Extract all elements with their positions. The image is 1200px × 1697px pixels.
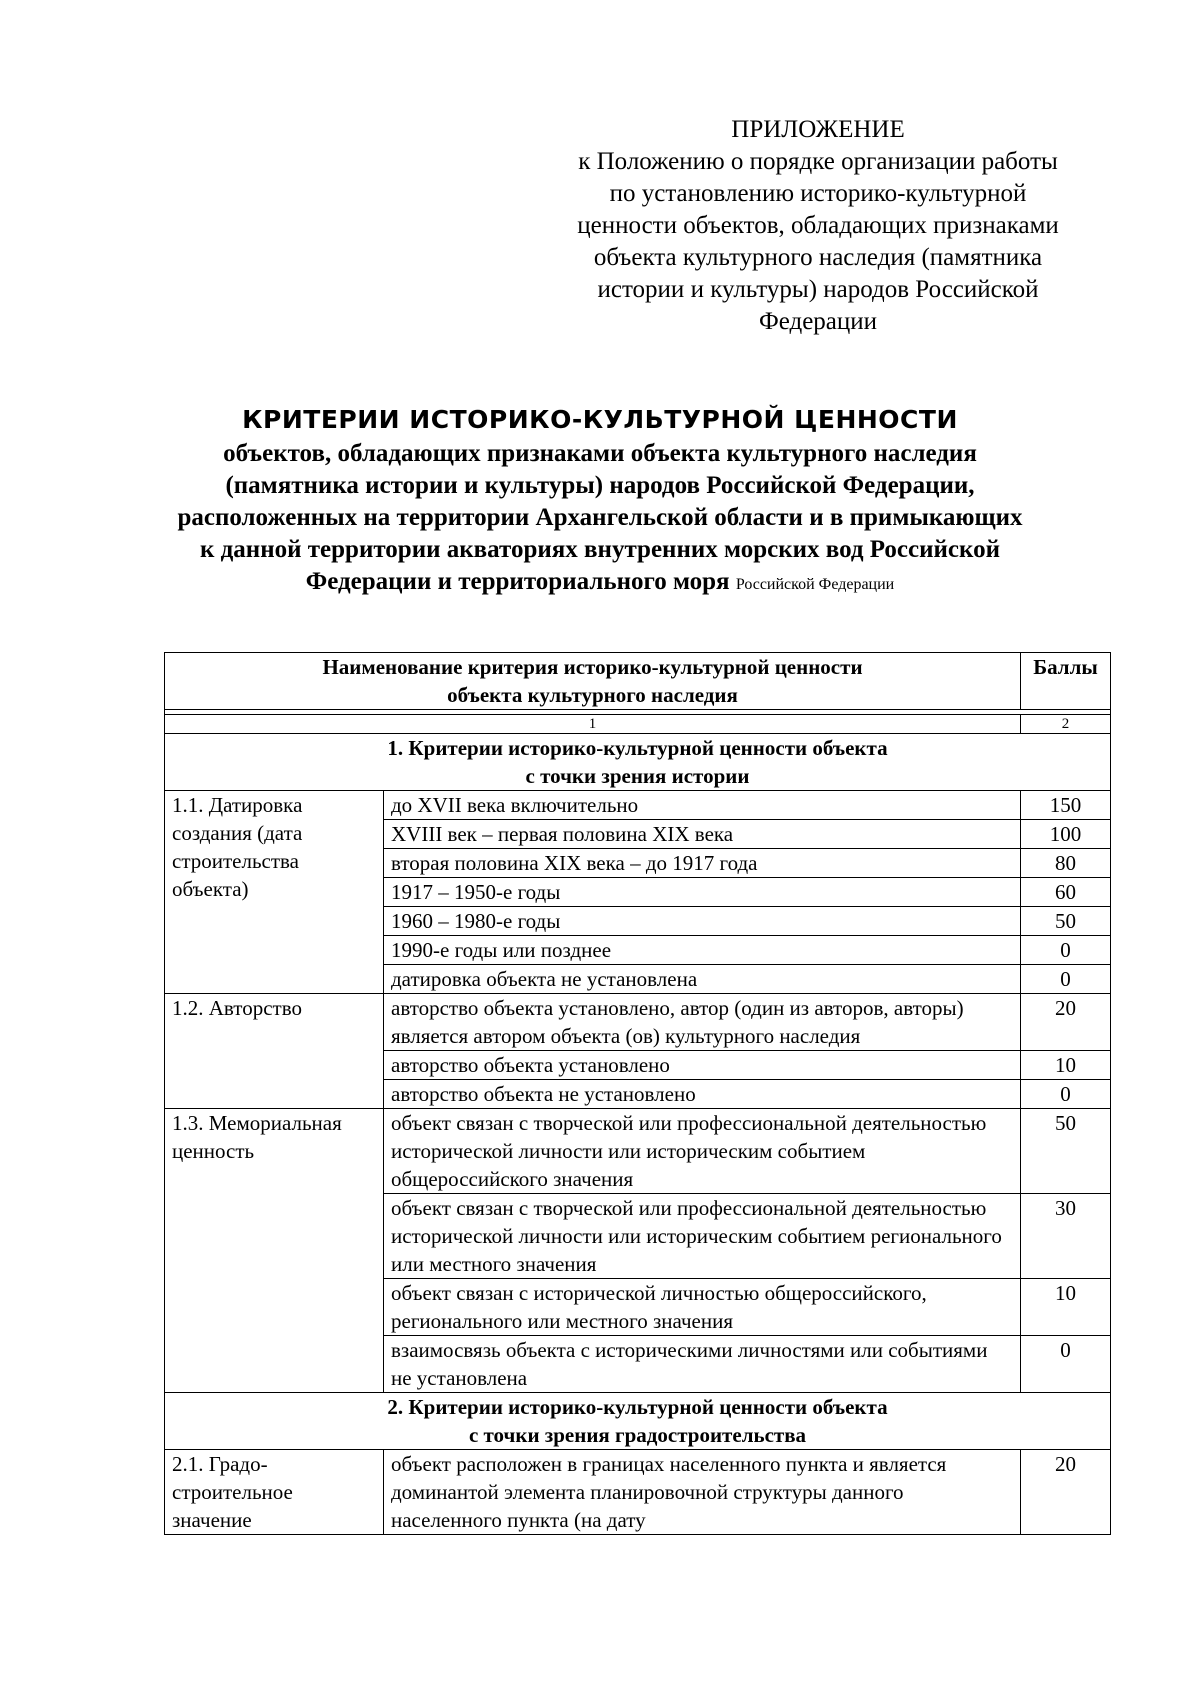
criterion-score: 0 bbox=[1021, 1336, 1111, 1393]
header-name-line: объекта культурного наследия bbox=[447, 683, 738, 707]
section-title-line: 1. Критерии историко-культурной ценности объекта bbox=[387, 736, 888, 760]
index-row bbox=[165, 715, 1111, 734]
criterion-text: объект расположен в границах населенного пункта и является доминантой элемента планировочной структуры данного населенного пункта (на дату bbox=[384, 1450, 1021, 1535]
criterion-score: 0 bbox=[1021, 936, 1111, 965]
section-title-line: 2. Критерии историко-культурной ценности объекта bbox=[387, 1395, 888, 1419]
criterion-score: 50 bbox=[1021, 1109, 1111, 1194]
criterion-text: авторство объекта установлено, автор (один из авторов, авторы) является автором объекта (ов) культурного наследия bbox=[384, 994, 1021, 1051]
criterion-score: 10 bbox=[1021, 1279, 1111, 1336]
table-row bbox=[165, 791, 1111, 820]
criterion-score: 100 bbox=[1021, 820, 1111, 849]
section-title-line: с точки зрения истории bbox=[525, 764, 750, 788]
title-line: к данной территории акваториях внутренних морских вод Российской bbox=[200, 536, 1000, 563]
appendix-line: ценности объектов, обладающих признаками bbox=[577, 212, 1059, 239]
title-line-last bbox=[150, 566, 1050, 601]
index-cell-2: 2 bbox=[1021, 715, 1111, 734]
criterion-text: авторство объекта не установлено bbox=[384, 1080, 1021, 1109]
title-line: (памятника истории и культуры) народов Российской Федерации, bbox=[225, 472, 975, 499]
criteria-table bbox=[164, 652, 1111, 1535]
section-row bbox=[165, 1393, 1111, 1450]
index-cell-1: 1 bbox=[165, 715, 1021, 734]
criterion-text: датировка объекта не установлена bbox=[384, 965, 1021, 994]
criterion-label: 1.3. Мемориальная ценность bbox=[165, 1109, 384, 1393]
criterion-text: 1990-е годы или позднее bbox=[384, 936, 1021, 965]
header-name-line: Наименование критерия историко-культурной ценности bbox=[322, 655, 863, 679]
criterion-text: объект связан с исторической личностью общероссийского, регионального или местного значения bbox=[384, 1279, 1021, 1336]
appendix-line: Федерации bbox=[758, 308, 878, 335]
appendix-line: истории и культуры) народов Российской bbox=[597, 276, 1039, 303]
criterion-score: 0 bbox=[1021, 965, 1111, 994]
header-score: Баллы bbox=[1021, 653, 1111, 710]
appendix-line: к Положению о порядке организации работы bbox=[578, 148, 1058, 175]
criterion-text: 1960 – 1980-е годы bbox=[384, 907, 1021, 936]
criterion-score: 0 bbox=[1021, 1080, 1111, 1109]
appendix-block bbox=[538, 114, 1098, 338]
criterion-text: авторство объекта установлено bbox=[384, 1051, 1021, 1080]
criterion-text: XVIII век – первая половина XIX века bbox=[384, 820, 1021, 849]
criterion-text: 1917 – 1950-е годы bbox=[384, 878, 1021, 907]
criterion-text: до XVII века включительно bbox=[384, 791, 1021, 820]
section-2-title bbox=[165, 1393, 1111, 1450]
appendix-line: по установлению историко-культурной bbox=[609, 180, 1027, 207]
criterion-score: 50 bbox=[1021, 907, 1111, 936]
criterion-label: 2.1. Градо-строительное значение bbox=[165, 1450, 384, 1535]
header-criterion-name bbox=[165, 653, 1021, 710]
criterion-score: 20 bbox=[1021, 1450, 1111, 1535]
title-line: расположенных на территории Архангельской области и в примыкающих bbox=[177, 504, 1023, 531]
title-line: объектов, обладающих признаками объекта культурного наследия bbox=[223, 440, 977, 467]
appendix-heading: ПРИЛОЖЕНИЕ bbox=[731, 116, 905, 143]
criterion-score: 80 bbox=[1021, 849, 1111, 878]
criterion-score: 150 bbox=[1021, 791, 1111, 820]
table-row bbox=[165, 1450, 1111, 1535]
table-row bbox=[165, 1109, 1111, 1194]
appendix-line: объекта культурного наследия (памятника bbox=[593, 244, 1043, 271]
criterion-score: 20 bbox=[1021, 994, 1111, 1051]
document-title bbox=[150, 404, 1050, 601]
criterion-text: объект связан с творческой или профессиональной деятельностью исторической личности или историческим событием общероссийского значения bbox=[384, 1109, 1021, 1194]
title-heading: КРИТЕРИИ ИСТОРИКО-КУЛЬТУРНОЙ ЦЕННОСТИ bbox=[242, 405, 958, 434]
section-row bbox=[165, 734, 1111, 791]
criterion-score: 10 bbox=[1021, 1051, 1111, 1080]
criterion-text: объект связан с творческой или профессиональной деятельностью исторической личности или историческим событием регионального или местного значения bbox=[384, 1194, 1021, 1279]
criterion-text: взаимосвязь объекта с историческими личностями или событиями не установлена bbox=[384, 1336, 1021, 1393]
title-last-bold: Федерации и территориального моря bbox=[305, 568, 730, 595]
criterion-text: вторая половина XIX века – до 1917 года bbox=[384, 849, 1021, 878]
criterion-label: 1.1. Датировка создания (дата строительства объекта) bbox=[165, 791, 384, 994]
section-title-line: с точки зрения градостроительства bbox=[468, 1423, 807, 1447]
table-row bbox=[165, 994, 1111, 1051]
criterion-score: 30 bbox=[1021, 1194, 1111, 1279]
criterion-label: 1.2. Авторство bbox=[165, 994, 384, 1109]
section-1-title bbox=[165, 734, 1111, 791]
table-header-row bbox=[165, 653, 1111, 710]
title-last-small: Российской Федерации bbox=[735, 576, 895, 593]
criterion-score: 60 bbox=[1021, 878, 1111, 907]
